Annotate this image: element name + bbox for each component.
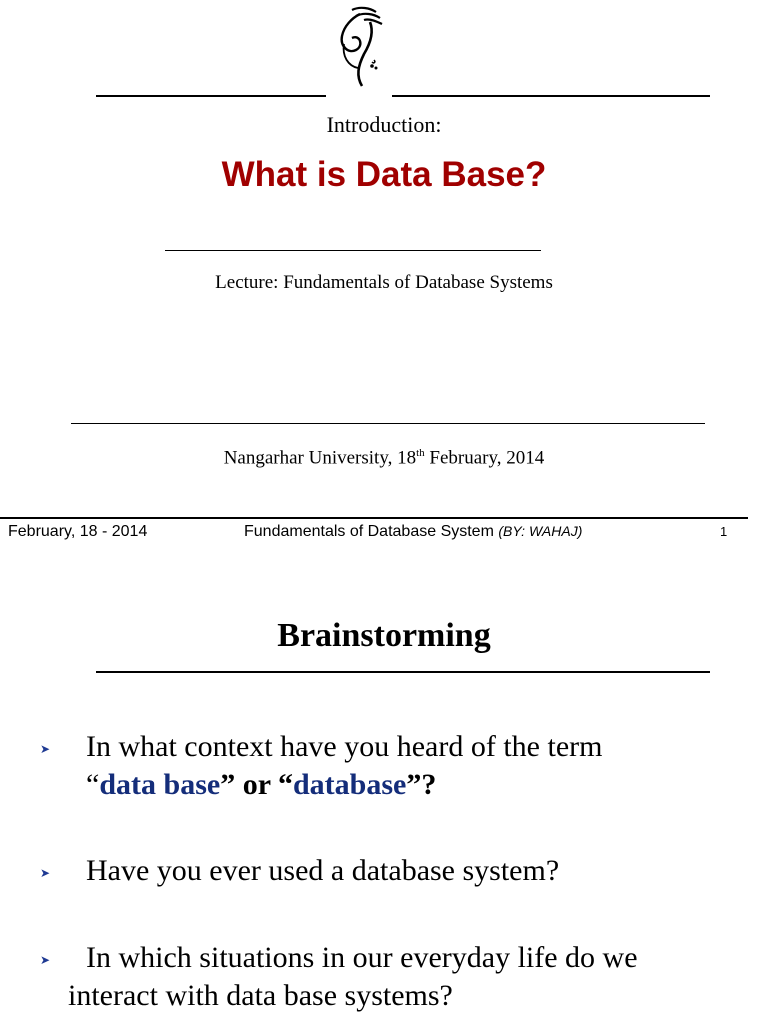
bullet-text-line1: In what context have you heard of the term	[86, 730, 603, 763]
arrow-bullet-icon: ➤	[40, 742, 51, 756]
university-line	[0, 447, 768, 469]
quote-open: “	[86, 768, 100, 801]
footer-course	[244, 523, 582, 541]
footer-date: February, 18 - 2014	[8, 523, 148, 540]
header-rule-right	[392, 95, 710, 97]
university-rule	[71, 423, 705, 424]
bullet-text-line2: interact with data base systems?	[68, 979, 453, 1012]
bullet-text-line2	[40, 766, 740, 804]
term-data-base: data base	[99, 768, 221, 801]
footer-author: (BY: WAHAJ)	[498, 523, 583, 539]
section-heading: Brainstorming	[277, 617, 491, 654]
bullet-item-used	[40, 852, 740, 890]
bullet-item-situations	[40, 939, 740, 1015]
university-prefix: Nangarhar University, 18	[223, 447, 417, 469]
term-database: database	[292, 768, 407, 801]
slide-title: What is Data Base?	[221, 155, 547, 194]
university-sup: th	[416, 447, 425, 459]
bullet-text-line1: In which situations in our everyday life do we	[86, 941, 638, 974]
lecture-line: Lecture: Fundamentals of Database Systems	[215, 272, 553, 293]
heading-rule	[96, 671, 710, 673]
university-suffix: February, 2014	[424, 447, 545, 469]
arrow-bullet-icon: ➤	[40, 866, 51, 880]
header-rule-left	[96, 95, 326, 97]
arrow-bullet-icon: ➤	[40, 953, 51, 967]
bullet-item-context	[40, 728, 740, 804]
quote-close: ”?	[406, 768, 437, 801]
page-number: 1	[720, 524, 728, 539]
bullet-text: Have you ever used a database system?	[86, 854, 560, 887]
term-separator: ” or “	[220, 768, 293, 801]
footer-course-title: Fundamentals of Database System	[244, 523, 494, 540]
intro-label: Introduction:	[326, 112, 442, 137]
calligraphy-logo-icon	[330, 4, 390, 92]
title-rule	[165, 250, 541, 251]
footer-rule	[0, 517, 748, 519]
